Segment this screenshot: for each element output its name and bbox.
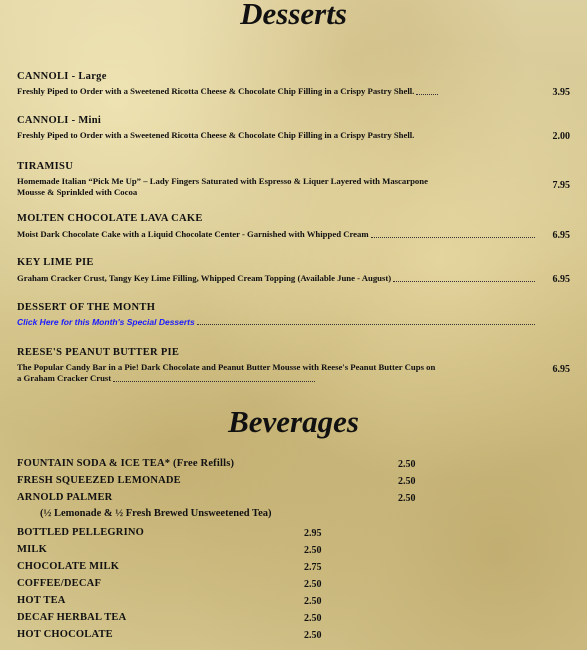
beverage-price: 2.95	[304, 528, 322, 539]
beverage-price: 2.50	[398, 459, 416, 470]
item-description-line-1: Homemade Italian “Pick Me Up” – Lady Fingers Saturated with Espresso & Liquer Layered with Mascarpone	[17, 176, 428, 186]
menu-item-tiramisu	[17, 160, 570, 198]
dotted-leader	[197, 323, 535, 325]
dotted-leader	[416, 93, 438, 95]
beverages-heading: Beverages	[228, 404, 359, 439]
item-name: CANNOLI - Mini	[17, 115, 102, 126]
item-price: 6.95	[552, 230, 570, 241]
desserts-heading: Desserts	[240, 0, 347, 31]
beverage-name: FRESH SQUEEZED LEMONADE	[17, 475, 181, 486]
beverage-price: 2.50	[304, 630, 322, 641]
menu-item-key-lime-pie	[17, 256, 570, 284]
beverage-price: 2.50	[398, 493, 416, 504]
beverage-name: COFFEE/DECAF	[17, 578, 102, 589]
beverage-name: MILK	[17, 544, 47, 555]
beverage-name: ARNOLD PALMER	[17, 492, 113, 503]
item-description-line-2: a Graham Cracker Crust	[17, 373, 112, 383]
item-description: Graham Cracker Crust, Tangy Key Lime Filling, Whipped Cream Topping (Available June - August)	[17, 273, 392, 283]
item-description: Freshly Piped to Order with a Sweetened Ricotta Cheese & Chocolate Chip Filling in a Crispy Pastry Shell.	[17, 86, 415, 96]
item-description: Moist Dark Chocolate Cake with a Liquid Chocolate Center - Garnished with Whipped Cream	[17, 229, 369, 239]
item-price: 3.95	[552, 87, 570, 98]
item-price: 2.00	[552, 131, 570, 142]
menu-item-reeses-peanut-butter-pie	[17, 346, 570, 384]
beverage-price: 2.50	[398, 476, 416, 487]
item-name: CANNOLI - Large	[17, 71, 107, 82]
beverage-note: (½ Lemonade & ½ Fresh Brewed Unsweetened Tea)	[40, 508, 272, 519]
menu-item-dessert-of-the-month	[17, 301, 570, 327]
beverage-name: DECAF HERBAL TEA	[17, 612, 127, 623]
item-name: DESSERT OF THE MONTH	[17, 302, 156, 313]
item-description-line-2: Mousse & Sprinkled with Cocoa	[17, 187, 138, 197]
beverage-name: HOT CHOCOLATE	[17, 629, 113, 640]
item-name: KEY LIME PIE	[17, 257, 94, 268]
item-name: TIRAMISU	[17, 161, 74, 172]
special-desserts-link[interactable]: Click Here for this Month's Special Desserts	[17, 317, 195, 327]
dotted-leader	[113, 380, 315, 382]
item-description: Freshly Piped to Order with a Sweetened Ricotta Cheese & Chocolate Chip Filling in a Crispy Pastry Shell.	[17, 130, 415, 140]
menu-item-cannoli-large	[17, 70, 570, 97]
beverage-price: 2.50	[304, 596, 322, 607]
beverage-price: 2.50	[304, 545, 322, 556]
beverage-name: FOUNTAIN SODA & ICE TEA* (Free Refills)	[17, 458, 235, 469]
menu-item-cannoli-mini	[17, 114, 570, 141]
beverage-name: CHOCOLATE MILK	[17, 561, 120, 572]
item-price: 6.95	[552, 274, 570, 285]
beverage-price: 2.75	[304, 562, 322, 573]
beverage-price: 2.50	[304, 579, 322, 590]
item-price: 6.95	[552, 364, 570, 375]
item-price: 7.95	[552, 180, 570, 191]
dotted-leader	[371, 236, 535, 238]
item-name: MOLTEN CHOCOLATE LAVA CAKE	[17, 213, 203, 224]
item-name: REESE'S PEANUT BUTTER PIE	[17, 347, 180, 358]
beverage-name: HOT TEA	[17, 595, 66, 606]
menu-item-molten-lava-cake	[17, 212, 570, 240]
beverage-name: BOTTLED PELLEGRINO	[17, 527, 145, 538]
beverage-price: 2.50	[304, 613, 322, 624]
item-description-line-1: The Popular Candy Bar in a Pie! Dark Chocolate and Peanut Butter Mousse with Reese's Peanut Butter Cups on	[17, 362, 436, 372]
dotted-leader	[393, 280, 535, 282]
